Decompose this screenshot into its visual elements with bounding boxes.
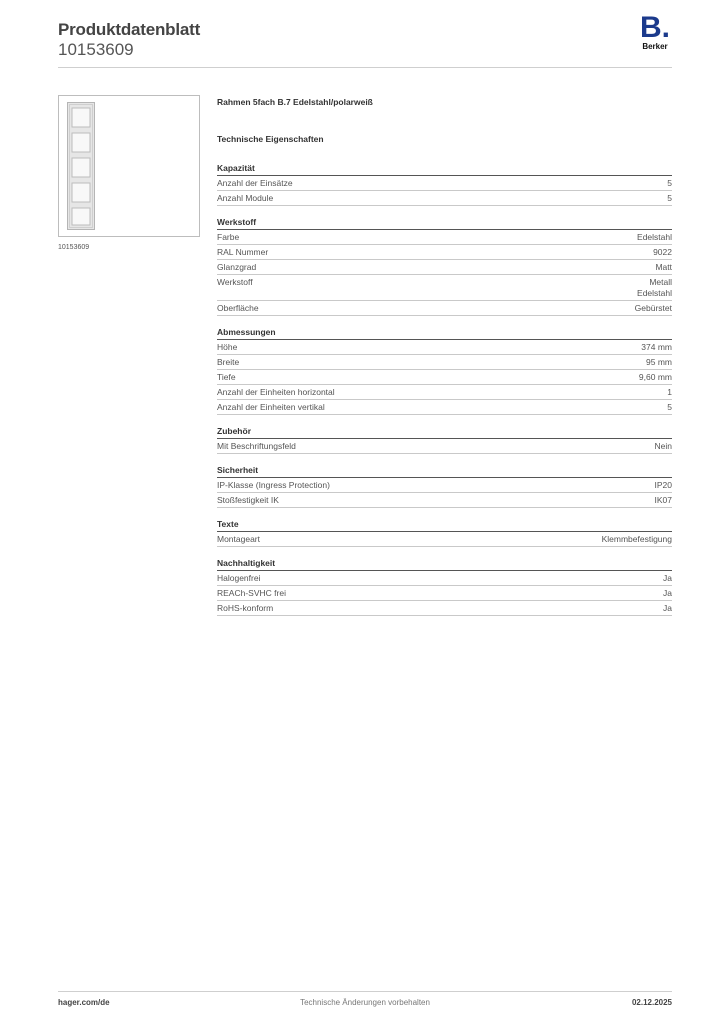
spec-value: Nein — [654, 441, 672, 451]
spec-group-title: Abmessungen — [217, 327, 672, 340]
logo-mark: B. — [640, 11, 670, 44]
spec-label: Mit Beschriftungsfeld — [217, 441, 296, 451]
spec-value-cell — [667, 402, 672, 413]
spec-group-title: Kapazität — [217, 163, 672, 176]
spec-value-cell — [639, 372, 672, 383]
spec-value-cell — [667, 178, 672, 189]
footer-disclaimer: Technische Änderungen vorbehalten — [300, 998, 430, 1007]
spec-value: 5 — [667, 193, 672, 203]
spec-row — [217, 478, 672, 493]
spec-value: 374 mm — [641, 342, 672, 352]
spec-value: 9,60 mm — [638, 372, 672, 382]
spec-row — [217, 532, 672, 547]
spec-group — [217, 465, 672, 508]
spec-value: Metall — [649, 277, 672, 287]
product-image-frame — [58, 95, 200, 237]
spec-row — [217, 176, 672, 191]
spec-label: RAL Nummer — [217, 247, 269, 257]
spec-row — [217, 439, 672, 454]
spec-label: Tiefe — [217, 372, 236, 382]
spec-row — [217, 245, 672, 260]
spec-label: REACh-SVHC frei — [217, 588, 286, 598]
document-title: Produktdatenblatt — [58, 20, 201, 39]
spec-label: Breite — [217, 357, 240, 367]
spec-label: Halogenfrei — [217, 573, 261, 583]
spec-value-cell — [646, 357, 672, 368]
spec-value-cell — [637, 232, 672, 243]
spec-row — [217, 340, 672, 355]
spec-value: Ja — [663, 588, 672, 598]
spec-value-cell — [602, 534, 672, 545]
spec-value-cell — [655, 495, 673, 506]
spec-value: Ja — [663, 603, 672, 613]
document-number: 10153609 — [58, 40, 134, 59]
spec-group-title: Sicherheit — [217, 465, 672, 478]
spec-row — [217, 230, 672, 245]
spec-value-cell — [667, 193, 672, 204]
spec-value-cell — [655, 262, 672, 273]
spec-row — [217, 355, 672, 370]
spec-value: Klemmbefestigung — [601, 534, 672, 544]
spec-group-title: Werkstoff — [217, 217, 672, 230]
document-header — [58, 20, 200, 60]
spec-label: Glanzgrad — [217, 262, 257, 272]
spec-row — [217, 571, 672, 586]
spec-value-cell — [635, 303, 672, 314]
spec-value-cell — [663, 588, 672, 599]
spec-value-cell — [655, 441, 672, 452]
spec-row — [217, 601, 672, 616]
spec-row — [217, 275, 672, 301]
spec-row — [217, 191, 672, 206]
spec-group — [217, 426, 672, 454]
spec-row — [217, 260, 672, 275]
spec-row — [217, 385, 672, 400]
spec-content — [217, 97, 672, 627]
product-image — [67, 102, 95, 230]
spec-value-cell — [653, 247, 672, 258]
spec-group-title: Nachhaltigkeit — [217, 558, 672, 571]
footer-divider — [58, 991, 672, 992]
spec-value-cell — [655, 480, 673, 491]
product-name: Rahmen 5fach B.7 Edelstahl/polarweiß — [217, 97, 373, 107]
spec-value: Ja — [663, 573, 672, 583]
logo-wordmark: Berker — [642, 42, 668, 51]
spec-label: Farbe — [217, 232, 240, 242]
spec-value: 5 — [667, 178, 672, 188]
spec-row — [217, 586, 672, 601]
spec-value: 5 — [667, 402, 672, 412]
spec-row — [217, 493, 672, 508]
spec-value-cell — [641, 342, 672, 353]
spec-value-cell — [663, 573, 672, 584]
section-heading: Technische Eigenschaften — [217, 134, 324, 144]
spec-row — [217, 370, 672, 385]
footer-date: 02.12.2025 — [631, 998, 672, 1007]
spec-label: IP-Klasse (Ingress Protection) — [217, 480, 330, 490]
spec-label: Anzahl der Einsätze — [217, 178, 293, 188]
spec-row — [217, 400, 672, 415]
spec-label: Montageart — [217, 534, 260, 544]
spec-value: 1 — [667, 387, 672, 397]
spec-value: Edelstahl — [637, 232, 672, 242]
spec-value: Gebürstet — [634, 303, 672, 313]
spec-value: 9022 — [653, 247, 672, 257]
spec-group — [217, 217, 672, 316]
spec-group — [217, 327, 672, 415]
spec-label: Anzahl Module — [217, 193, 274, 203]
spec-group — [217, 163, 672, 206]
spec-value-cell — [637, 277, 672, 299]
spec-value: IP20 — [654, 480, 672, 490]
spec-group-title: Zubehör — [217, 426, 672, 439]
spec-label: Stoßfestigkeit IK — [217, 495, 279, 505]
berker-logo — [638, 11, 672, 52]
spec-groups — [217, 163, 672, 616]
spec-group — [217, 519, 672, 547]
spec-value: IK07 — [654, 495, 672, 505]
spec-label: Werkstoff — [217, 277, 253, 287]
spec-value: Edelstahl — [637, 288, 672, 298]
spec-group — [217, 558, 672, 616]
footer-website: hager.com/de — [58, 998, 110, 1007]
spec-value: 95 mm — [646, 357, 672, 367]
spec-label: Anzahl der Einheiten vertikal — [217, 402, 325, 412]
header-divider — [58, 67, 672, 68]
spec-label: Anzahl der Einheiten horizontal — [217, 387, 335, 397]
spec-label: Höhe — [217, 342, 238, 352]
spec-value-cell — [667, 387, 672, 398]
spec-value: Matt — [655, 262, 672, 272]
spec-row — [217, 301, 672, 316]
spec-value-cell — [663, 603, 672, 614]
image-caption: 10153609 — [58, 244, 90, 251]
spec-label: Oberfläche — [217, 303, 259, 313]
spec-group-title: Texte — [217, 519, 672, 532]
spec-label: RoHS-konform — [217, 603, 274, 613]
